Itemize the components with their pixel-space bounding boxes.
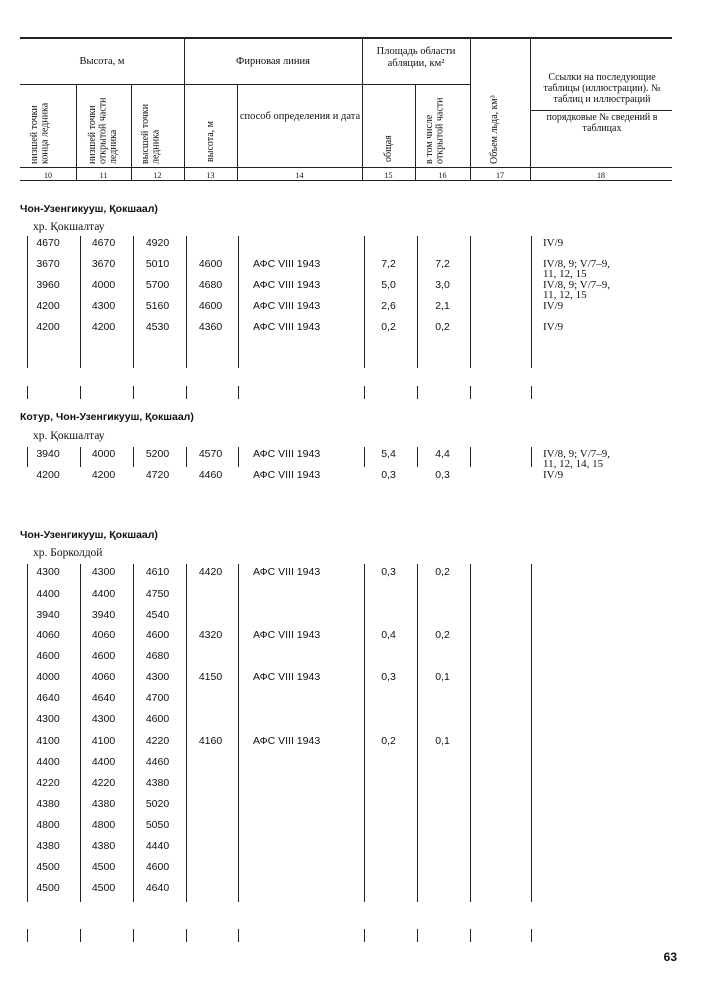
column-rule: [470, 236, 471, 368]
cell-firn-height: 4600: [198, 300, 223, 312]
cell-low-open: 4300: [91, 713, 116, 725]
column-rule: [27, 236, 28, 368]
cell-firn-height: 4360: [198, 321, 223, 333]
column-tick: [364, 929, 365, 942]
cell-firn-method: АФС VIII 1943: [253, 629, 321, 641]
column-rule: [133, 447, 134, 467]
section-title: Котур, Чон-Узенгикууш, Қокшаал): [20, 411, 194, 423]
cell-ablation-open: 0,1: [435, 735, 450, 747]
column-rule: [27, 447, 28, 467]
column-rule: [364, 236, 365, 368]
header-rule-ablation: [362, 84, 470, 85]
column-rule: [531, 236, 532, 368]
cell-low-end: 4200: [36, 469, 60, 481]
column-tick: [531, 386, 532, 399]
cell-firn-height: 4420: [198, 566, 223, 578]
ablation-group-header: Площадь области абляции, км²: [376, 46, 456, 69]
cell-ablation-open: 0,3: [435, 469, 450, 481]
col-number: 12: [153, 171, 162, 180]
cell-high-point: 4380: [145, 777, 170, 789]
header-vline: [76, 84, 77, 180]
cell-low-end: 4670: [36, 237, 60, 249]
cell-ablation-open: 0,2: [435, 629, 450, 641]
cell-high-point: 4680: [145, 650, 170, 662]
cell-high-point: 5020: [145, 798, 170, 810]
ridge-name: хр. Борколдой: [33, 547, 103, 559]
cell-ablation-total: 0,3: [381, 469, 396, 481]
cell-low-open: 4300: [91, 300, 116, 312]
column-tick: [531, 929, 532, 942]
column-rule: [186, 564, 187, 902]
firn-height-header: высота, м: [205, 120, 216, 162]
cell-high-point: 4700: [145, 692, 170, 704]
column-tick: [80, 386, 81, 399]
cell-high-point: 4440: [145, 840, 170, 852]
column-tick: [470, 929, 471, 942]
col-number: 13: [206, 171, 215, 180]
column-tick: [133, 386, 134, 399]
cell-ablation-open: 2,1: [435, 300, 450, 312]
cell-low-open: 4640: [91, 692, 116, 704]
cell-firn-method: АФС VIII 1943: [253, 448, 321, 460]
cell-ablation-open: 0,1: [435, 671, 450, 683]
cell-ablation-total: 0,3: [381, 566, 396, 578]
cell-high-point: 4460: [145, 756, 170, 768]
column-rule: [531, 564, 532, 902]
ridge-name: хр. Қокшалтау: [33, 221, 105, 233]
header-rule-height: [20, 84, 184, 85]
cell-high-point: 4640: [145, 882, 170, 894]
cell-refs: IV/9: [543, 237, 564, 249]
ablation-open-header: в том числе открытой части: [424, 97, 446, 164]
cell-ablation-open: 3,0: [435, 279, 450, 291]
cell-firn-height: 4150: [198, 671, 223, 683]
cell-low-open: 4220: [91, 777, 116, 789]
cell-low-open: 4800: [91, 819, 116, 831]
column-tick: [364, 386, 365, 399]
cell-high-point: 4530: [145, 321, 170, 333]
column-rule: [133, 236, 134, 368]
refs-bottom-header: порядковые № сведений в таблицах: [546, 112, 658, 134]
cell-low-open: 4500: [91, 861, 116, 873]
cell-ablation-total: 2,6: [381, 300, 396, 312]
ablation-total-header: общая: [383, 135, 394, 162]
cell-low-open: 4500: [91, 882, 116, 894]
column-rule: [470, 447, 471, 467]
column-tick: [186, 386, 187, 399]
low-open-header: низшей точки открытой части ледника: [87, 97, 119, 164]
cell-low-open: 4060: [91, 629, 116, 641]
column-tick: [27, 386, 28, 399]
cell-ablation-total: 5,0: [381, 279, 396, 291]
cell-refs: IV/9: [543, 469, 564, 481]
cell-low-open: 4380: [91, 840, 116, 852]
column-tick: [80, 929, 81, 942]
cell-low-open: 4380: [91, 798, 116, 810]
column-tick: [238, 929, 239, 942]
col-number: 15: [384, 171, 393, 180]
cell-ablation-total: 0,2: [381, 321, 396, 333]
cell-low-end: 3670: [36, 258, 60, 270]
column-tick: [27, 929, 28, 942]
column-tick: [470, 386, 471, 399]
column-tick: [133, 929, 134, 942]
column-rule: [417, 564, 418, 902]
cell-low-open: 4300: [91, 566, 116, 578]
cell-low-end: 4300: [36, 566, 60, 578]
column-rule: [470, 564, 471, 902]
cell-low-open: 3670: [91, 258, 116, 270]
column-rule: [80, 447, 81, 467]
column-rule: [364, 564, 365, 902]
cell-low-end: 4200: [36, 300, 60, 312]
ice-volume-header: Объем льда, км³: [489, 95, 500, 164]
cell-refs: IV/9: [543, 300, 564, 312]
header-rule-firn: [184, 84, 362, 85]
cell-firn-height: 4600: [198, 258, 223, 270]
header-rule-mid: [20, 167, 672, 168]
page-number: 63: [663, 950, 677, 964]
cell-ablation-total: 0,3: [381, 671, 396, 683]
header-vline: [237, 84, 238, 180]
header-rule-refs: [530, 110, 672, 111]
cell-high-point: 4600: [145, 629, 170, 641]
col-number: 18: [597, 171, 605, 180]
column-rule: [186, 447, 187, 467]
column-rule: [531, 447, 532, 467]
cell-refs: IV/9: [543, 321, 564, 333]
cell-low-open: 4060: [91, 671, 116, 683]
column-rule: [27, 564, 28, 902]
cell-low-end: 3940: [36, 609, 60, 621]
cell-firn-method: АФС VIII 1943: [253, 566, 321, 578]
ridge-name: хр. Қокшалтау: [33, 430, 105, 442]
cell-firn-method: АФС VIII 1943: [253, 321, 321, 333]
header-vline: [470, 39, 471, 180]
cell-high-point: 5050: [145, 819, 170, 831]
header-vline: [415, 84, 416, 180]
cell-low-open: 4670: [91, 237, 116, 249]
column-tick: [238, 386, 239, 399]
cell-ablation-total: 0,2: [381, 735, 396, 747]
cell-high-point: 5010: [145, 258, 170, 270]
cell-low-open: 4000: [91, 279, 116, 291]
cell-ablation-open: 4,4: [435, 448, 450, 460]
section-title: Чон-Узенгикууш, Қокшаал): [20, 529, 158, 541]
low-end-header: низшей точки конца ледника: [29, 102, 51, 164]
cell-low-end: 4100: [36, 735, 60, 747]
cell-firn-height: 4460: [198, 469, 223, 481]
column-rule: [364, 447, 365, 467]
cell-high-point: 4610: [145, 566, 170, 578]
cell-refs: IV/8, 9; V/7–9, 11, 12, 15: [543, 279, 611, 301]
cell-low-end: 4300: [36, 713, 60, 725]
column-rule: [80, 236, 81, 368]
cell-firn-method: АФС VIII 1943: [253, 300, 321, 312]
cell-low-end: 4380: [36, 840, 60, 852]
firn-method-header: способ определения и дата: [239, 111, 361, 122]
cell-low-open: 4600: [91, 650, 116, 662]
cell-low-open: 4000: [91, 448, 116, 460]
cell-ablation-total: 0,4: [381, 629, 396, 641]
cell-low-end: 4500: [36, 882, 60, 894]
cell-firn-height: 4160: [198, 735, 223, 747]
cell-ablation-open: 7,2: [435, 258, 450, 270]
cell-high-point: 4750: [145, 588, 170, 600]
cell-firn-method: АФС VIII 1943: [253, 671, 321, 683]
cell-firn-height: 4320: [198, 629, 223, 641]
cell-high-point: 4920: [145, 237, 170, 249]
col-number: 14: [295, 171, 304, 180]
firn-group-header: Фирновая линия: [236, 56, 310, 67]
cell-low-end: 4220: [36, 777, 60, 789]
cell-refs: IV/8, 9; V/7–9, 11, 12, 15: [543, 258, 611, 280]
cell-high-point: 4300: [145, 671, 170, 683]
cell-ablation-open: 0,2: [435, 321, 450, 333]
cell-low-open: 3940: [91, 609, 116, 621]
column-rule: [238, 564, 239, 902]
cell-low-end: 4500: [36, 861, 60, 873]
col-number: 17: [496, 171, 504, 180]
cell-ablation-open: 0,2: [435, 566, 450, 578]
cell-firn-method: АФС VIII 1943: [253, 469, 321, 481]
column-tick: [417, 929, 418, 942]
cell-firn-height: 4680: [198, 279, 223, 291]
cell-low-end: 4600: [36, 650, 60, 662]
cell-ablation-total: 7,2: [381, 258, 396, 270]
cell-low-end: 4380: [36, 798, 60, 810]
cell-high-point: 4600: [145, 713, 170, 725]
header-vline: [530, 39, 531, 180]
cell-firn-method: АФС VIII 1943: [253, 735, 321, 747]
cell-low-end: 4200: [36, 321, 60, 333]
column-tick: [417, 386, 418, 399]
cell-high-point: 4720: [145, 469, 170, 481]
cell-high-point: 5200: [145, 448, 170, 460]
column-rule: [186, 236, 187, 368]
cell-low-end: 3940: [36, 448, 60, 460]
section-title: Чон-Узенгикууш, Қокшаал): [20, 203, 158, 215]
cell-low-end: 4640: [36, 692, 60, 704]
cell-high-point: 5160: [145, 300, 170, 312]
col-number: 16: [438, 171, 447, 180]
cell-firn-method: АФС VIII 1943: [253, 258, 321, 270]
refs-top-header: Ссылки на последующие таблицы (иллюстрации). № таблиц и иллюстраций: [543, 72, 661, 105]
cell-high-point: 4540: [145, 609, 170, 621]
cell-firn-method: АФС VIII 1943: [253, 279, 321, 291]
cell-low-end: 4400: [36, 756, 60, 768]
cell-low-end: 4060: [36, 629, 60, 641]
cell-low-end: 3960: [36, 279, 60, 291]
cell-low-open: 4400: [91, 588, 116, 600]
column-tick: [186, 929, 187, 942]
cell-low-end: 4000: [36, 671, 60, 683]
cell-high-point: 5700: [145, 279, 170, 291]
col-number: 10: [44, 171, 52, 180]
high-point-header: высшей точки ледника: [140, 103, 162, 164]
height-group-header: Высота, м: [79, 56, 125, 67]
column-rule: [238, 236, 239, 368]
header-vline: [131, 84, 132, 180]
cell-refs: IV/8, 9; V/7–9, 11, 12, 14, 15: [543, 448, 611, 470]
col-number: 11: [99, 171, 108, 180]
cell-low-open: 4100: [91, 735, 116, 747]
cell-firn-height: 4570: [198, 448, 223, 460]
column-rule: [238, 447, 239, 467]
cell-low-end: 4400: [36, 588, 60, 600]
column-rule: [80, 564, 81, 902]
column-rule: [417, 236, 418, 368]
cell-low-open: 4200: [91, 469, 116, 481]
cell-ablation-total: 5,4: [381, 448, 396, 460]
header-top-rule: [20, 37, 672, 39]
cell-low-open: 4200: [91, 321, 116, 333]
column-rule: [417, 447, 418, 467]
cell-high-point: 4220: [145, 735, 170, 747]
cell-high-point: 4600: [145, 861, 170, 873]
cell-low-open: 4400: [91, 756, 116, 768]
column-rule: [133, 564, 134, 902]
cell-low-end: 4800: [36, 819, 60, 831]
header-bottom-rule: [20, 180, 672, 181]
